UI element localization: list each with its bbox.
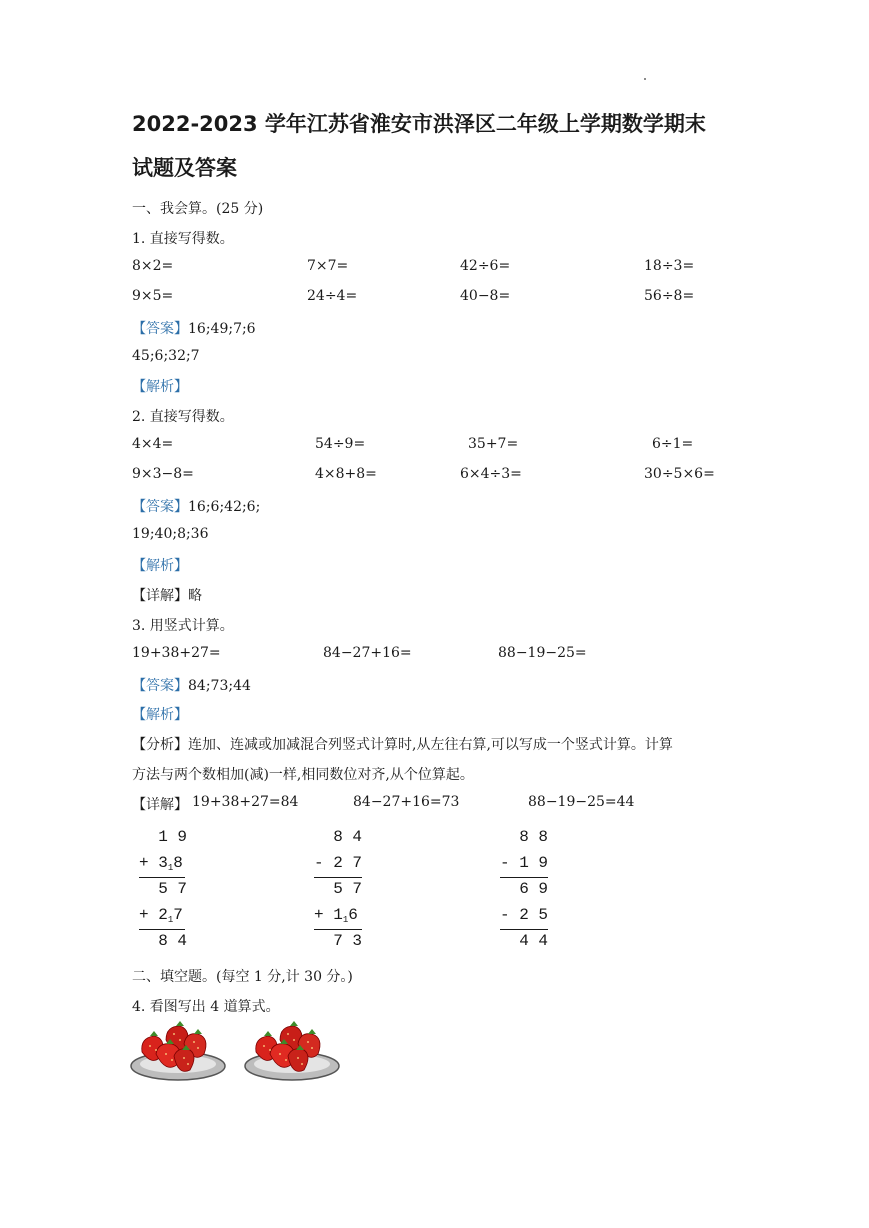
vc2-row5: 7 3 bbox=[314, 932, 363, 950]
vc1-row4 bbox=[139, 906, 183, 925]
section-1-heading: 一、我会算。(25 分) bbox=[132, 201, 264, 217]
vc2-op2: + bbox=[314, 906, 324, 924]
vc2-row4-ones: 6 bbox=[348, 906, 358, 924]
q2-answer bbox=[132, 496, 260, 516]
q3-fenxi-line2: 方法与两个数相加(减)一样,相同数位对齐,从个位算起。 bbox=[132, 767, 474, 783]
vc1-row2 bbox=[139, 854, 183, 873]
q3-answer bbox=[132, 675, 251, 695]
q2-r1c4: 6÷1= bbox=[652, 436, 694, 452]
q1-analysis-tag: 【解析】 bbox=[132, 379, 188, 395]
q2-answer-tag: 【答案】 bbox=[132, 499, 188, 515]
vc3-row2-tens: 1 bbox=[509, 854, 529, 872]
vc1-row4-ones: 7 bbox=[173, 906, 183, 924]
q1-r2c4: 56÷8= bbox=[644, 288, 695, 304]
vc3-op2: - bbox=[500, 906, 510, 924]
vc2-row4 bbox=[314, 906, 358, 925]
q2-r2c1: 9×3−8= bbox=[132, 466, 194, 482]
vertical-calc-3 bbox=[500, 828, 560, 958]
q2-title: 2. 直接写得数。 bbox=[132, 409, 234, 425]
q1-r2c3: 40−8= bbox=[460, 288, 511, 304]
vc1-row4-tens: 2 bbox=[148, 906, 168, 924]
vertical-calc-1 bbox=[139, 828, 199, 958]
q1-r1c3: 42÷6= bbox=[460, 258, 511, 274]
q2-answer-text: 16;6;42;6; bbox=[188, 499, 261, 515]
vc3-rule1 bbox=[500, 877, 548, 878]
vc2-rule2 bbox=[314, 929, 362, 930]
vc1-row1: 1 9 bbox=[139, 828, 188, 846]
vc3-rule2 bbox=[500, 929, 548, 930]
vc3-row2-ones: 9 bbox=[528, 854, 549, 872]
vc1-row2-tens: 3 bbox=[148, 854, 168, 872]
q2-r2c3: 6×4÷3= bbox=[460, 466, 522, 482]
vc3-row3: 6 9 bbox=[500, 880, 549, 898]
q3-detail-expr-3: 88−19−25=44 bbox=[528, 794, 635, 810]
doc-title-line2: 试题及答案 bbox=[132, 156, 237, 180]
vc2-rule1 bbox=[314, 877, 362, 878]
vc3-op1: - bbox=[500, 854, 510, 872]
q2-r1c3: 35+7= bbox=[468, 436, 519, 452]
page-speck bbox=[644, 78, 646, 80]
q3-expr-2: 84−27+16= bbox=[323, 645, 412, 661]
vc3-row1: 8 8 bbox=[500, 828, 549, 846]
q3-analysis-tag: 【解析】 bbox=[132, 707, 188, 723]
q1-r1c4: 18÷3= bbox=[644, 258, 695, 274]
q3-expr-3: 88−19−25= bbox=[498, 645, 587, 661]
q3-answer-text: 84;73;44 bbox=[188, 678, 251, 694]
vc2-carry2: 1 bbox=[342, 915, 349, 925]
q1-answer-tag: 【答案】 bbox=[132, 321, 188, 337]
vc3-row5: 4 4 bbox=[500, 932, 549, 950]
section-2-heading: 二、填空题。(每空 1 分,计 30 分。) bbox=[132, 969, 353, 985]
q3-expr-1: 19+38+27= bbox=[132, 645, 221, 661]
q1-title: 1. 直接写得数。 bbox=[132, 231, 234, 247]
vc3-row4-ones: 5 bbox=[528, 906, 549, 924]
vertical-calc-2 bbox=[314, 828, 374, 958]
q3-answer-tag: 【答案】 bbox=[132, 678, 188, 694]
q2-answer-line2: 19;40;8;36 bbox=[132, 526, 209, 542]
vc2-row2-tens: 2 bbox=[323, 854, 343, 872]
q2-analysis-tag: 【解析】 bbox=[132, 558, 188, 574]
q3-title: 3. 用竖式计算。 bbox=[132, 618, 234, 634]
vc1-op1: + bbox=[139, 854, 149, 872]
q2-detail: 【详解】略 bbox=[132, 588, 202, 604]
vc3-row4-tens: 2 bbox=[509, 906, 529, 924]
vc1-op2: + bbox=[139, 906, 149, 924]
q1-answer-text: 16;49;7;6 bbox=[188, 321, 256, 337]
q2-r2c2: 4×8+8= bbox=[315, 466, 377, 482]
q1-r2c1: 9×5= bbox=[132, 288, 174, 304]
q1-answer bbox=[132, 318, 256, 338]
vc2-row2 bbox=[314, 854, 362, 873]
vc2-row4-tens: 1 bbox=[323, 906, 343, 924]
strawberry-plate-image-2 bbox=[242, 1020, 342, 1084]
q1-r2c2: 24÷4= bbox=[307, 288, 358, 304]
q1-r1c1: 8×2= bbox=[132, 258, 174, 274]
vc2-row3: 5 7 bbox=[314, 880, 363, 898]
vc2-row1: 8 4 bbox=[314, 828, 363, 846]
vc1-rule1 bbox=[139, 877, 185, 878]
vc3-row2 bbox=[500, 854, 548, 873]
q2-r2c4: 30÷5×6= bbox=[644, 466, 715, 482]
q2-r1c2: 54÷9= bbox=[315, 436, 366, 452]
q1-answer-line2: 45;6;32;7 bbox=[132, 348, 200, 364]
q3-detail-expr-1: 19+38+27=84 bbox=[192, 794, 299, 810]
q4-title: 4. 看图写出 4 道算式。 bbox=[132, 999, 280, 1015]
vc1-row3: 5 7 bbox=[139, 880, 188, 898]
vc1-carry1: 1 bbox=[167, 863, 174, 873]
vc1-row5: 8 4 bbox=[139, 932, 188, 950]
q3-fenxi-line1: 【分析】连加、连减或加减混合列竖式计算时,从左往右算,可以写成一个竖式计算。计算 bbox=[132, 737, 673, 753]
q3-detail-tag: 【详解】 bbox=[132, 797, 188, 813]
q2-r1c1: 4×4= bbox=[132, 436, 174, 452]
q3-detail-expr-2: 84−27+16=73 bbox=[353, 794, 460, 810]
vc1-rule2 bbox=[139, 929, 185, 930]
vc2-op1: - bbox=[314, 854, 324, 872]
strawberry-plate-image-1 bbox=[128, 1020, 228, 1084]
vc1-carry2: 1 bbox=[167, 915, 174, 925]
vc1-row2-ones: 8 bbox=[173, 854, 183, 872]
vc3-row4 bbox=[500, 906, 548, 925]
vc2-row2-ones: 7 bbox=[342, 854, 363, 872]
doc-title-line1: 2022-2023 学年江苏省淮安市洪泽区二年级上学期数学期末 bbox=[132, 112, 706, 136]
q1-r1c2: 7×7= bbox=[307, 258, 349, 274]
